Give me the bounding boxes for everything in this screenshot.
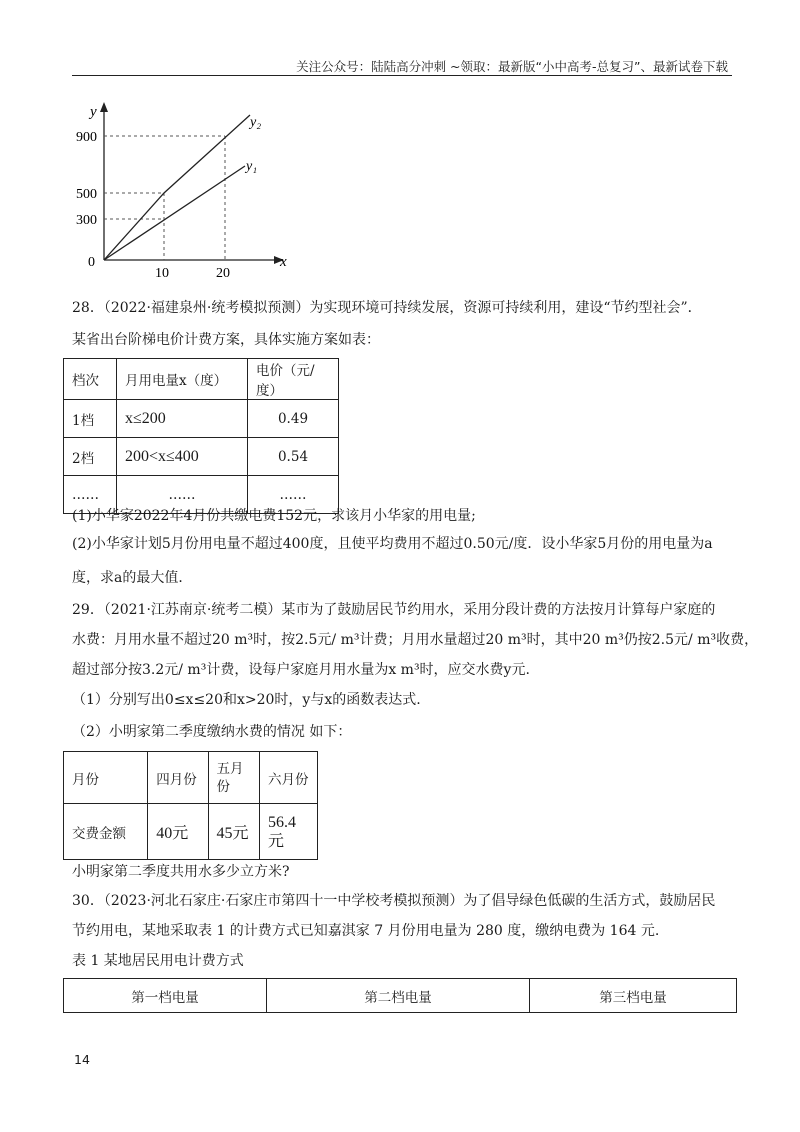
q28-row2-price: 0.54 [248,438,339,476]
q30-table-caption: 表 1 某地居民用电计费方式 [72,953,244,969]
q28-part1: (1)小华家2022年4月份共缴电费152元，求该月小华家的用电量; [72,508,476,524]
x-tick-10: 10 [155,266,169,281]
q30-header-tier1: 第一档电量 [64,979,267,1013]
q28-row2-usage: 200<x≤400 [117,438,248,476]
page-number: 14 [74,1052,90,1067]
q28-row1-price: 0.49 [248,400,339,438]
y-tick-300: 300 [76,213,97,228]
line-y2 [104,115,250,260]
q28-row1-tier: 1档 [64,400,117,438]
page-header: 关注公众号：陆陆高分冲刺 ~领取：最新版“小中高考-总复习”、最新试卷下载 [296,59,728,74]
q28-row3-price: …… [248,476,339,514]
q28-part2-line2: 度，求a的最大值． [72,570,193,586]
q29-question: 小明家第二季度共用水多少立方米? [72,864,290,880]
y-axis-label: y [90,104,97,120]
q28-row1-usage: x≤200 [117,400,248,438]
q29-value-june: 56.4元 [259,804,317,860]
line-y1 [104,166,245,260]
q29-row-label: 交费金额 [64,804,148,860]
line-label-y1: y₁ [246,159,258,174]
q28-row3-tier: …… [64,476,117,514]
q28-row3-usage: …… [117,476,248,514]
q29-header-month: 月份 [64,752,148,804]
q28-header-usage: 月用电量x（度） [117,359,248,400]
y-tick-900: 900 [76,130,97,145]
function-graph [76,100,300,281]
q30-header-tier3: 第三档电量 [530,979,737,1013]
q30-header-tier2: 第二档电量 [267,979,530,1013]
q29-part1: （1）分别写出0≤x≤20和x>20时，y与x的函数表达式. [72,692,421,708]
q28-part2-line1: (2)小华家计划5月份用电量不超过400度，且使平均费用不超过0.50元/度．设小华家5月份的用电量为a [72,536,713,552]
q29-intro-line3: 超过部分按3.2元/ m³计费，设每户家庭月用水量为x m³时，应交水费y元. [72,662,530,678]
q29-intro-line2: 水费：月用水量不超过20 m³时，按2.5元/ m³计费；月用水量超过20 m³时，其中20 m³仍按2.5元/ m³收费， [72,632,759,648]
q30-intro-line1: 30．（2023·河北石家庄·石家庄市第四十一中学校考模拟预测）为了倡导绿色低碳的生活方式，鼓励居民 [72,893,716,909]
q30-billing-table [63,978,737,1013]
q29-header-may: 五月份 [208,752,259,804]
origin-label: 0 [88,255,95,270]
q28-row2-tier: 2档 [64,438,117,476]
q29-fee-table [63,751,318,860]
q29-header-june: 六月份 [259,752,317,804]
header-rule [72,75,732,76]
q29-value-april: 40元 [148,804,208,860]
x-tick-20: 20 [216,266,230,281]
q28-intro-line2: 某省出台阶梯电价计费方案，具体实施方案如表： [72,332,380,348]
y-axis-arrow [100,102,108,112]
q28-tariff-table [63,358,339,514]
x-axis-label: x [280,254,287,270]
q30-intro-line2: 节约用电，某地采取表 1 的计费方式已知嘉淇家 7 月份用电量为 280 度，缴纳电费为 164 元. [72,923,660,939]
q28-header-tier: 档次 [64,359,117,400]
q29-intro-line1: 29．（2021·江苏南京·统考二模）某市为了鼓励居民节约用水，采用分段计费的方法按月计算每户家庭的 [72,602,716,618]
y-tick-500: 500 [76,187,97,202]
q28-header-price: 电价（元/度） [248,359,339,400]
q29-value-may: 45元 [208,804,259,860]
q29-part2: （2）小明家第二季度缴纳水费的情况 如下： [72,724,352,740]
line-label-y2: y₂ [250,115,262,130]
q29-header-april: 四月份 [148,752,208,804]
q28-intro-line1: 28．（2022·福建泉州·统考模拟预测）为实现环境可持续发展，资源可持续利用，建设“节约型社会”． [72,300,702,316]
